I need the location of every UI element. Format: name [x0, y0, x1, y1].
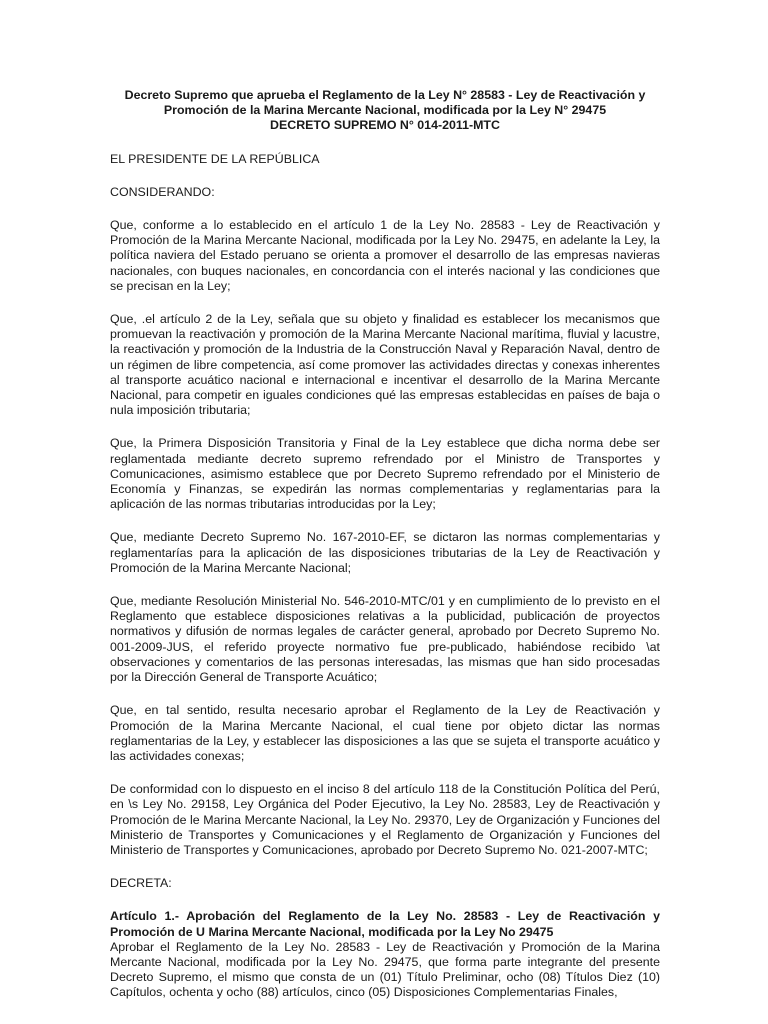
document-page: [110, 88, 660, 1001]
article-1-heading: Artículo 1.- Aprobación del Reglamento de la Ley No. 28583 - Ley de Reactivación y Promoción de U Marina Mercante Nacional, modificada por la Ley No 29475: [110, 909, 660, 939]
title-line-2: Promoción de la Marina Mercante Nacional, modificada por la Ley N° 29475: [163, 103, 607, 118]
decreta-heading: DECRETA:: [110, 876, 172, 891]
paragraph-4: Que, mediante Decreto Supremo No. 167-2010-EF, se dictaron las normas complementarias y reglamentarías para la aplicación de las disposiciones tributarias de la Ley de Reactivación y Promoción de la Marina Mercante Nacional;: [110, 530, 660, 575]
document-title: [110, 88, 660, 134]
decree-number: DECRETO SUPREMO N° 014-2011-MTC: [270, 118, 500, 133]
paragraph-1: Que, conforme a lo establecido en el artículo 1 de la Ley No. 28583 - Ley de Reactivación y Promoción de la Marina Mercante Nacional, modificada por la Ley No. 29475, en adelante la Ley, la política naviera del Estado peruano se orienta a promover el desarrollo de las empresas navieras nacionales, con buques nacionales, en concordancia con el interés nacional y las condiciones que se precisan en la Ley;: [110, 218, 660, 293]
considerando-heading: CONSIDERANDO:: [110, 184, 215, 199]
paragraph-7: De conformidad con lo dispuesto en el inciso 8 del artículo 118 de la Constitución Política del Perú, en \s Ley No. 29158, Ley Orgánica del Poder Ejecutivo, la Ley No. 28583, Ley de Reactivación y Promoción de le Marina Mercante Nacional, la Ley No. 29370, Ley de Organización y Funciones del Ministerio de Transportes y Comunicaciones y el Reglamento de Organización y Funciones del Ministerio de Transportes y Comunicaciones, aprobado por Decreto Supremo No. 021-2007-MTC;: [110, 782, 660, 857]
article-1-body: Aprobar el Reglamento de la Ley No. 28583 - Ley de Reactivación y Promoción de la Marina Mercante Nacional, modificada por la Ley No. 29475, que forma parte integrante del presente Decreto Supremo, el mismo que consta de un (01) Título Preliminar, ocho (08) Títulos Diez (10) Capítulos, ochenta y ocho (88) artículos, cinco (05) Disposiciones Complementarias Finales,: [110, 939, 660, 1000]
paragraph-5: Que, mediante Resolución Ministerial No. 546-2010-MTC/01 y en cumplimiento de lo previsto en el Reglamento que establece disposiciones relativas a la publicidad, publicación de proyectos normativos y difusión de normas legales de carácter general, aprobado por Decreto Supremo No. 001-2009-JUS, el referido proyecte normativo fue pre-publicado, habiéndose recibido \at observaciones y comentarios de las personas interesadas, las mismas que han sido procesadas por la Dirección General de Transporte Acuático;: [110, 594, 660, 685]
paragraph-6: Que, en tal sentido, resulta necesario aprobar el Reglamento de la Ley de Reactivación y Promoción de la Marina Mercante Nacional, el cual tiene por objeto dictar las normas reglamentarias de la Ley, y establecer las disposiciones a las que se sujeta el transporte acuático y las actividades conexas;: [110, 703, 660, 763]
title-line-1: Decreto Supremo que aprueba el Reglamento de la Ley N° 28583 - Ley de Reactivación y: [124, 88, 646, 102]
paragraph-2: Que, .el artículo 2 de la Ley, señala que su objeto y finalidad es establecer los mecanismos que promuevan la reactivación y promoción de la Marina Mercante Nacional marítima, fluvial y lacustre, la reactivación y promoción de la Industria de la Construcción Naval y Reparación Naval, dentro de un régimen de libre competencia, así come promover las actividades directas y conexas inherentes al transporte acuático nacional e internacional e incentivar el desarrollo de la Marina Mercante Nacional, para competir en iguales condiciones qué las empresas establecidas en países de baja o nula imposición tributaria;: [110, 312, 660, 418]
paragraph-3: Que, la Primera Disposición Transitoria y Final de la Ley establece que dicha norma debe ser reglamentada mediante decreto supremo refrendado por el Ministro de Transportes y Comunicaciones, asimismo establece que por Decreto Supremo refrendado por el Ministerio de Economía y Finanzas, se expedirán las normas complementarias y reglamentarias para la aplicación de las normas tributarias introducidas por la Ley;: [110, 436, 660, 512]
president-heading: EL PRESIDENTE DE LA REPÚBLICA: [110, 151, 320, 166]
